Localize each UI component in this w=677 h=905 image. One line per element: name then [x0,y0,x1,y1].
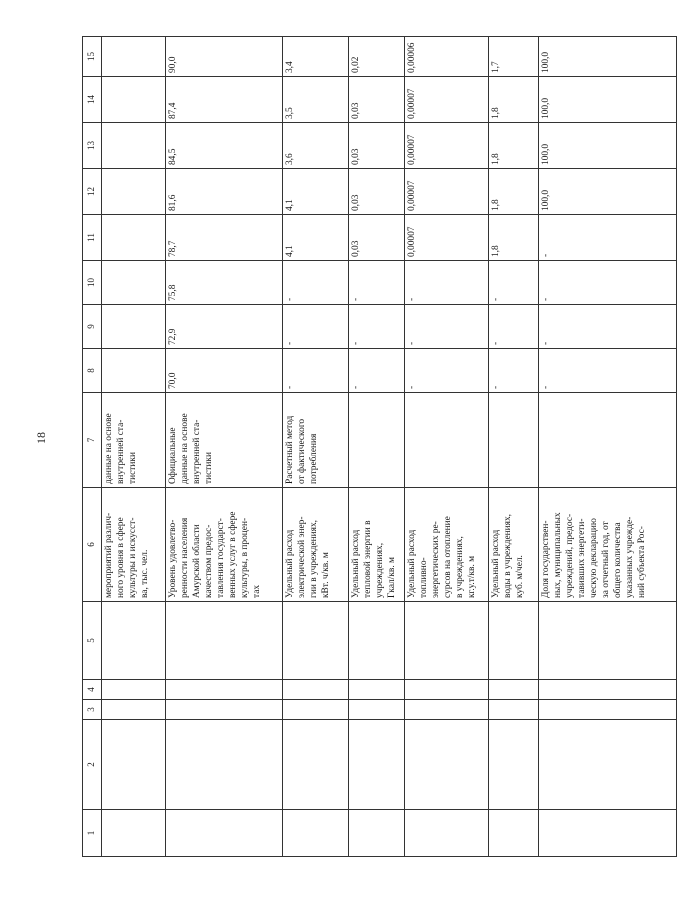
table-row [405,37,489,857]
value-cell: 1,8 [489,215,539,261]
value-cell: - [539,215,677,261]
value-cell: - [489,349,539,393]
value-cell [102,37,166,77]
value-cell: 84,5 [166,123,283,169]
value-cell: - [539,305,677,349]
value-cell: - [349,349,405,393]
empty-cell [489,602,539,680]
value-cell: 1,7 [489,37,539,77]
empty-cell [349,720,405,810]
empty-cell [102,720,166,810]
indicator-name-cell: Удельный расход топливно- энергетических ре- сурсов на отопление в учреждениях, кг.у.т/кв. м [405,488,489,602]
value-cell: - [283,349,349,393]
empty-cell [539,680,677,700]
empty-cell [283,720,349,810]
value-cell [102,123,166,169]
column-header: 4 [83,680,102,700]
table-row [283,37,349,857]
indicator-name-cell: Удельный расход электрической энер- гии в учреждениях, кВт. ч/кв. м [283,488,349,602]
value-cell: 1,8 [489,123,539,169]
value-cell: - [539,349,677,393]
column-header: 7 [83,393,102,488]
empty-cell [102,810,166,857]
value-cell: 1,8 [489,77,539,123]
value-cell: 0,00007 [405,169,489,215]
value-cell: 90,0 [166,37,283,77]
column-header: 6 [83,488,102,602]
value-cell: - [349,261,405,305]
empty-cell [405,602,489,680]
empty-cell [102,602,166,680]
column-header: 5 [83,602,102,680]
value-cell: 3,6 [283,123,349,169]
value-cell: - [283,261,349,305]
method-cell [539,393,677,488]
value-cell: 78,7 [166,215,283,261]
value-cell: 81,6 [166,169,283,215]
table-row [102,37,166,857]
value-cell: - [283,305,349,349]
empty-cell [349,602,405,680]
column-header: 11 [83,215,102,261]
empty-cell [405,680,489,700]
indicator-name-cell: мероприятий различ- ного уровня в сфере культуры и искусст- ва, тыс. чел. [102,488,166,602]
empty-cell [349,810,405,857]
value-cell: - [405,349,489,393]
value-cell: 72,9 [166,305,283,349]
value-cell: 0,03 [349,215,405,261]
empty-cell [349,680,405,700]
empty-cell [166,720,283,810]
value-cell [102,349,166,393]
value-cell: 1,8 [489,169,539,215]
value-cell: 75,8 [166,261,283,305]
method-cell [405,393,489,488]
empty-cell [349,700,405,720]
indicator-name-cell: Удельный расход тепловой энергии в учреждениях, Гкал/кв. м [349,488,405,602]
table-row [489,37,539,857]
column-number-row [83,37,102,857]
method-cell: Расчетный метод от фактического потребления [283,393,349,488]
value-cell: 100,0 [539,77,677,123]
empty-cell [166,700,283,720]
column-header: 10 [83,261,102,305]
column-header: 3 [83,700,102,720]
value-cell: 0,00006 [405,37,489,77]
table-row [349,37,405,857]
empty-cell [166,680,283,700]
value-cell: 4,1 [283,169,349,215]
empty-cell [489,700,539,720]
empty-cell [102,700,166,720]
empty-cell [283,700,349,720]
empty-cell [539,602,677,680]
empty-cell [489,680,539,700]
empty-cell [405,810,489,857]
column-header: 8 [83,349,102,393]
empty-cell [539,720,677,810]
value-cell: 100,0 [539,169,677,215]
indicators-table [82,36,677,857]
value-cell: 0,03 [349,123,405,169]
empty-cell [489,810,539,857]
empty-cell [166,602,283,680]
empty-cell [539,810,677,857]
value-cell [102,305,166,349]
value-cell [102,77,166,123]
value-cell [102,215,166,261]
value-cell: - [489,305,539,349]
method-cell [349,393,405,488]
table-row [166,37,283,857]
value-cell: 87,4 [166,77,283,123]
method-cell: данные на основе внутренней ста- тистики [102,393,166,488]
value-cell: 100,0 [539,123,677,169]
value-cell [102,169,166,215]
indicator-name-cell: Уровень удовлетво- ренности населения Амурской области качеством предос- тавления государст- венных услуг в сфере культуры, в процен- тах [166,488,283,602]
value-cell: 0,03 [349,77,405,123]
column-header: 14 [83,77,102,123]
method-cell [489,393,539,488]
value-cell: - [349,305,405,349]
table-row [539,37,677,857]
value-cell [102,261,166,305]
value-cell: 0,00007 [405,123,489,169]
empty-cell [283,680,349,700]
column-header: 13 [83,123,102,169]
value-cell: 3,4 [283,37,349,77]
page-number: 18 [34,432,48,444]
value-cell: 3,5 [283,77,349,123]
value-cell: 0,00007 [405,215,489,261]
value-cell: 70,0 [166,349,283,393]
column-header: 15 [83,37,102,77]
value-cell: - [405,305,489,349]
value-cell: 0,03 [349,169,405,215]
indicator-name-cell: Доля государствен- ных, муниципальных учреждений, предос- тавивших энергети- ческую декларацию за отчетный год, от общего количества указанных учрежде- ний субъекта Рос- [539,488,677,602]
value-cell: 4,1 [283,215,349,261]
value-cell: - [405,261,489,305]
value-cell: - [539,261,677,305]
empty-cell [539,700,677,720]
rotated-page-content [82,37,648,857]
column-header: 1 [83,810,102,857]
method-cell: Официальные данные на основе внутренней ста- тистики [166,393,283,488]
empty-cell [405,700,489,720]
column-header: 12 [83,169,102,215]
empty-cell [283,602,349,680]
empty-cell [102,680,166,700]
indicator-name-cell: Удельный расход воды в учреждениях, куб. м/чел. [489,488,539,602]
column-header: 2 [83,720,102,810]
empty-cell [489,720,539,810]
value-cell: 0,02 [349,37,405,77]
column-header: 9 [83,305,102,349]
empty-cell [283,810,349,857]
value-cell: - [489,261,539,305]
value-cell: 0,00007 [405,77,489,123]
value-cell: 100,0 [539,37,677,77]
empty-cell [166,810,283,857]
empty-cell [405,720,489,810]
